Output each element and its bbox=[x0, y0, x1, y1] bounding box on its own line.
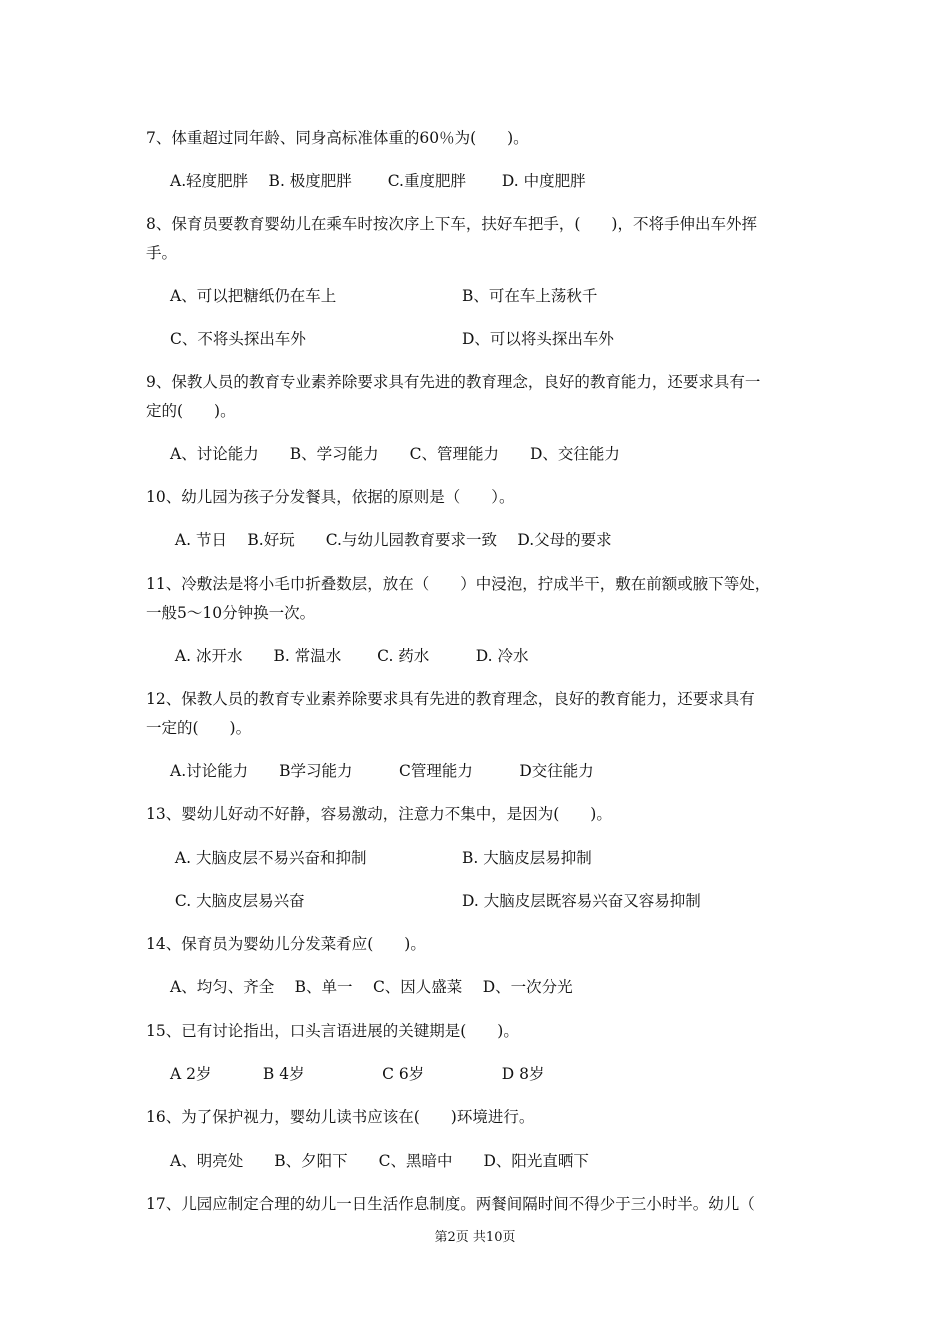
question-12: 12、保教人员的教育专业素养除要求具有先进的教育理念，良好的教育能力，还要求具有 bbox=[146, 690, 755, 708]
question-8-option-c: C、不将头探出车外 bbox=[170, 330, 306, 348]
question-10: 10、幼儿园为孩子分发餐具，依据的原则是（ ）。 bbox=[146, 488, 515, 506]
question-9-options: A、讨论能力 B、学习能力 C、管理能力 D、交往能力 bbox=[170, 445, 620, 463]
question-13-option-a: A. 大脑皮层不易兴奋和抑制 bbox=[170, 849, 367, 867]
question-17: 17、儿园应制定合理的幼儿一日生活作息制度。两餐间隔时间不得少于三小时半。幼儿（ bbox=[146, 1195, 755, 1213]
question-11-options: A. 冰开水 B. 常温水 C. 药水 D. 冷水 bbox=[170, 647, 529, 665]
question-13: 13、婴幼儿好动不好静，容易激动，注意力不集中，是因为( )。 bbox=[146, 805, 612, 823]
question-9: 9、保教人员的教育专业素养除要求具有先进的教育理念，良好的教育能力，还要求具有一 bbox=[146, 373, 761, 391]
question-12-line-2: 一定的( )。 bbox=[146, 719, 252, 737]
page-footer: 第2页 共10页 bbox=[434, 1230, 516, 1245]
question-15-options: A 2岁 B 4岁 C 6岁 D 8岁 bbox=[170, 1065, 545, 1083]
question-15: 15、已有讨论指出，口头言语进展的关键期是( )。 bbox=[146, 1022, 519, 1040]
question-13-option-b: B. 大脑皮层易抑制 bbox=[462, 849, 592, 867]
question-8-option-b: B、可在车上荡秋千 bbox=[462, 287, 598, 305]
question-8: 8、保育员要教育婴幼儿在乘车时按次序上下车，扶好车把手，( )，不将手伸出车外挥 bbox=[146, 215, 757, 233]
question-10-options: A. 节日 B.好玩 C.与幼儿园教育要求一致 D.父母的要求 bbox=[170, 531, 612, 549]
question-12-options: A.讨论能力 B学习能力 C管理能力 D交往能力 bbox=[170, 762, 594, 780]
question-8-option-d: D、可以将头探出车外 bbox=[462, 330, 614, 348]
question-14-options: A、均匀、齐全 B、单一 C、因人盛菜 D、一次分光 bbox=[170, 978, 573, 996]
question-7: 7、体重超过同年龄、同身高标准体重的60％为( )。 bbox=[146, 129, 529, 147]
question-16-options: A、明亮处 B、夕阳下 C、黑暗中 D、阳光直晒下 bbox=[170, 1152, 589, 1170]
question-13-option-d: D. 大脑皮层既容易兴奋又容易抑制 bbox=[462, 892, 701, 910]
question-11-line-2: 一般5～10分钟换一次。 bbox=[146, 604, 316, 622]
question-7-options: A.轻度肥胖 B. 极度肥胖 C.重度肥胖 D. 中度肥胖 bbox=[170, 172, 586, 190]
question-14: 14、保育员为婴幼儿分发菜肴应( )。 bbox=[146, 935, 426, 953]
question-9-line-2: 定的( )。 bbox=[146, 402, 236, 420]
question-8-line-2: 手。 bbox=[146, 244, 178, 262]
question-11: 11、冷敷法是将小毛巾折叠数层，放在（ ）中浸泡，拧成半干，敷在前额或腋下等处， bbox=[146, 575, 771, 593]
question-8-option-a: A、可以把糖纸仍在车上 bbox=[170, 287, 337, 305]
question-13-option-c: C. 大脑皮层易兴奋 bbox=[170, 892, 305, 910]
question-16: 16、为了保护视力，婴幼儿读书应该在( )环境进行。 bbox=[146, 1108, 535, 1126]
